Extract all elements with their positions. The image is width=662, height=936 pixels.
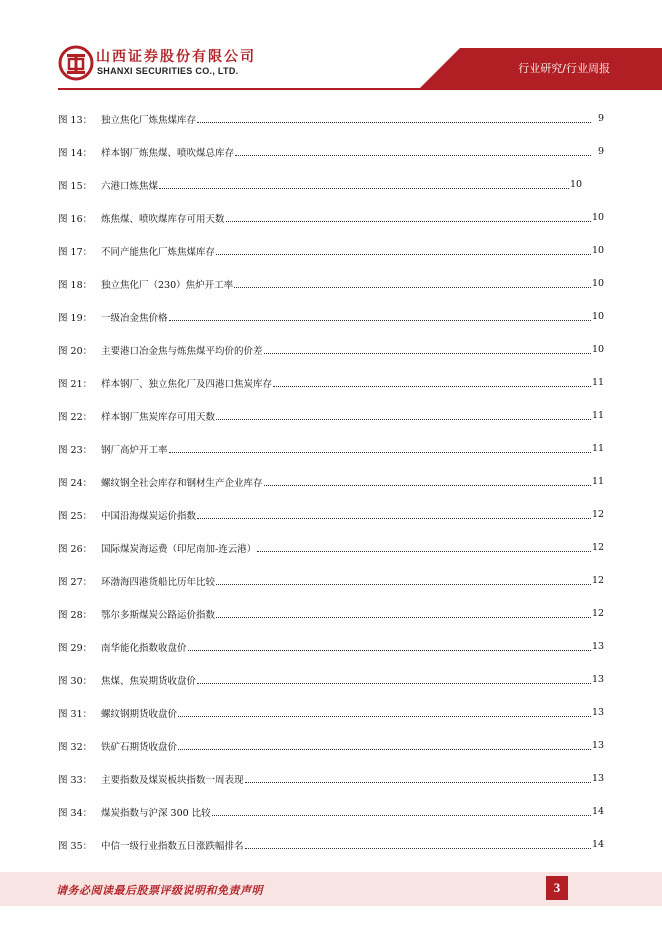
- figure-list: [58, 102, 604, 861]
- toc-figure-title: 铁矿石期货收盘价: [101, 741, 178, 753]
- toc-page-number: 13: [592, 773, 605, 784]
- toc-page-number: 12: [592, 542, 605, 553]
- toc-figure-title: 样本钢厂炼焦煤、喷吹煤总库存: [101, 147, 235, 159]
- toc-entry[interactable]: [58, 795, 604, 828]
- company-name-cn: 山西证券股份有限公司: [96, 49, 256, 65]
- toc-dot-leader: [197, 121, 591, 123]
- toc-dot-leader: [169, 451, 591, 453]
- toc-entry[interactable]: [58, 729, 604, 762]
- toc-figure-title: 独立焦化厂（230）焦炉开工率: [101, 279, 234, 291]
- toc-dot-leader: [245, 847, 591, 849]
- header-divider: [58, 88, 662, 90]
- toc-dot-leader: [178, 748, 591, 750]
- toc-dot-leader: [216, 616, 591, 618]
- toc-entry[interactable]: [58, 135, 604, 168]
- toc-page-number: 12: [592, 575, 605, 586]
- toc-page-number: 13: [592, 674, 605, 685]
- toc-dot-leader: [188, 649, 591, 651]
- toc-entry[interactable]: [58, 597, 604, 630]
- toc-dot-leader: [245, 781, 591, 783]
- toc-entry[interactable]: [58, 333, 604, 366]
- toc-figure-title: 螺纹钢期货收盘价: [101, 708, 178, 720]
- toc-figure-number: 图 23：: [58, 444, 93, 456]
- company-logo-icon: [58, 45, 94, 81]
- toc-dot-leader: [178, 715, 591, 717]
- toc-page-number: 11: [592, 476, 605, 487]
- toc-entry[interactable]: [58, 201, 604, 234]
- toc-entry[interactable]: [58, 366, 604, 399]
- toc-entry[interactable]: [58, 630, 604, 663]
- toc-dot-leader: [216, 583, 591, 585]
- toc-figure-number: 图 22：: [58, 411, 93, 423]
- toc-dot-leader: [216, 418, 591, 420]
- toc-page-number: 10: [570, 179, 583, 190]
- toc-dot-leader: [169, 319, 591, 321]
- toc-page-number: 13: [592, 707, 605, 718]
- toc-figure-title: 主要指数及煤炭板块指数一周表现: [101, 774, 244, 786]
- toc-entry[interactable]: [58, 234, 604, 267]
- toc-figure-title: 一级冶金焦价格: [101, 312, 168, 324]
- toc-dot-leader: [197, 517, 591, 519]
- toc-figure-number: 图 35：: [58, 840, 93, 852]
- toc-page-number: 11: [592, 410, 605, 421]
- toc-entry[interactable]: [58, 498, 604, 531]
- toc-figure-title: 样本钢厂、独立焦化厂及四港口焦炭库存: [101, 378, 273, 390]
- toc-figure-title: 中信一级行业指数五日涨跌幅排名: [101, 840, 244, 852]
- toc-figure-number: 图 30：: [58, 675, 93, 687]
- toc-figure-number: 图 20：: [58, 345, 93, 357]
- toc-figure-number: 图 27：: [58, 576, 93, 588]
- toc-figure-number: 图 28：: [58, 609, 93, 621]
- toc-entry[interactable]: [58, 762, 604, 795]
- toc-figure-title: 环渤海四港货船比历年比较: [101, 576, 216, 588]
- toc-figure-number: 图 29：: [58, 642, 93, 654]
- toc-figure-title: 中国沿海煤炭运价指数: [101, 510, 197, 522]
- toc-dot-leader: [264, 484, 591, 486]
- page-number: 3: [546, 876, 568, 900]
- toc-figure-title: 炼焦煤、喷吹煤库存可用天数: [101, 213, 225, 225]
- toc-figure-title: 南华能化指数收盘价: [101, 642, 187, 654]
- toc-entry[interactable]: [58, 828, 604, 861]
- toc-figure-title: 主要港口冶金焦与炼焦煤平均价的价差: [101, 345, 263, 357]
- toc-page-number: 9: [597, 113, 604, 124]
- toc-entry[interactable]: [58, 168, 604, 201]
- toc-figure-number: 图 19：: [58, 312, 93, 324]
- toc-page-number: 10: [592, 278, 605, 289]
- toc-dot-leader: [264, 352, 591, 354]
- toc-dot-leader: [235, 154, 591, 156]
- toc-entry[interactable]: [58, 663, 604, 696]
- company-name-en: SHANXI SECURITIES CO., LTD.: [97, 66, 239, 76]
- toc-figure-title: 样本钢厂焦炭库存可用天数: [101, 411, 216, 423]
- toc-figure-number: 图 14：: [58, 147, 93, 159]
- toc-page-number: 10: [592, 344, 605, 355]
- toc-figure-title: 六港口炼焦煤: [101, 180, 159, 192]
- toc-figure-number: 图 15：: [58, 180, 93, 192]
- toc-entry[interactable]: [58, 465, 604, 498]
- toc-figure-number: 图 13：: [58, 114, 93, 126]
- footer-disclaimer: 请务必阅读最后股票评级说明和免责声明: [56, 884, 263, 897]
- toc-entry[interactable]: [58, 432, 604, 465]
- toc-dot-leader: [216, 253, 591, 255]
- toc-page-number: 12: [592, 608, 605, 619]
- toc-entry[interactable]: [58, 531, 604, 564]
- toc-figure-number: 图 31：: [58, 708, 93, 720]
- toc-figure-number: 图 24：: [58, 477, 93, 489]
- toc-figure-number: 图 26：: [58, 543, 93, 555]
- toc-entry[interactable]: [58, 102, 604, 135]
- toc-entry[interactable]: [58, 267, 604, 300]
- toc-figure-title: 不同产能焦化厂炼焦煤库存: [101, 246, 216, 258]
- toc-page-number: 9: [597, 146, 604, 157]
- report-type: 行业研究/行业周报: [518, 62, 610, 75]
- toc-figure-number: 图 32：: [58, 741, 93, 753]
- toc-figure-title: 钢厂高炉开工率: [101, 444, 168, 456]
- toc-figure-title: 独立焦化厂炼焦煤库存: [101, 114, 197, 126]
- toc-figure-number: 图 33：: [58, 774, 93, 786]
- toc-figure-number: 图 34：: [58, 807, 93, 819]
- toc-figure-number: 图 16：: [58, 213, 93, 225]
- toc-entry[interactable]: [58, 564, 604, 597]
- toc-figure-title: 焦煤、焦炭期货收盘价: [101, 675, 197, 687]
- toc-page-number: 10: [592, 245, 605, 256]
- toc-entry[interactable]: [58, 300, 604, 333]
- toc-figure-number: 图 25：: [58, 510, 93, 522]
- toc-page-number: 14: [592, 839, 605, 850]
- toc-entry[interactable]: [58, 399, 604, 432]
- toc-dot-leader: [212, 814, 591, 816]
- toc-page-number: 10: [592, 311, 605, 322]
- page-header: [0, 0, 662, 92]
- toc-dot-leader: [226, 220, 591, 222]
- toc-entry[interactable]: [58, 696, 604, 729]
- toc-dot-leader: [273, 385, 591, 387]
- toc-dot-leader: [234, 286, 591, 288]
- toc-dot-leader: [257, 550, 591, 552]
- toc-figure-title: 螺纹钢全社会库存和钢材生产企业库存: [101, 477, 263, 489]
- toc-page-number: 13: [592, 740, 605, 751]
- toc-page-number: 13: [592, 641, 605, 652]
- toc-figure-title: 煤炭指数与沪深 300 比较: [101, 807, 211, 819]
- toc-dot-leader: [197, 682, 591, 684]
- toc-figure-number: 图 18：: [58, 279, 93, 291]
- toc-page-number: 12: [592, 509, 605, 520]
- toc-page-number: 14: [592, 806, 605, 817]
- toc-page-number: 10: [592, 212, 605, 223]
- toc-figure-title: 国际煤炭海运费（印尼南加-连云港）: [101, 543, 257, 555]
- toc-figure-number: 图 17：: [58, 246, 93, 258]
- toc-dot-leader: [159, 187, 569, 189]
- toc-figure-title: 鄂尔多斯煤炭公路运价指数: [101, 609, 216, 621]
- toc-page-number: 11: [592, 443, 605, 454]
- toc-figure-number: 图 21：: [58, 378, 93, 390]
- toc-page-number: 11: [592, 377, 605, 388]
